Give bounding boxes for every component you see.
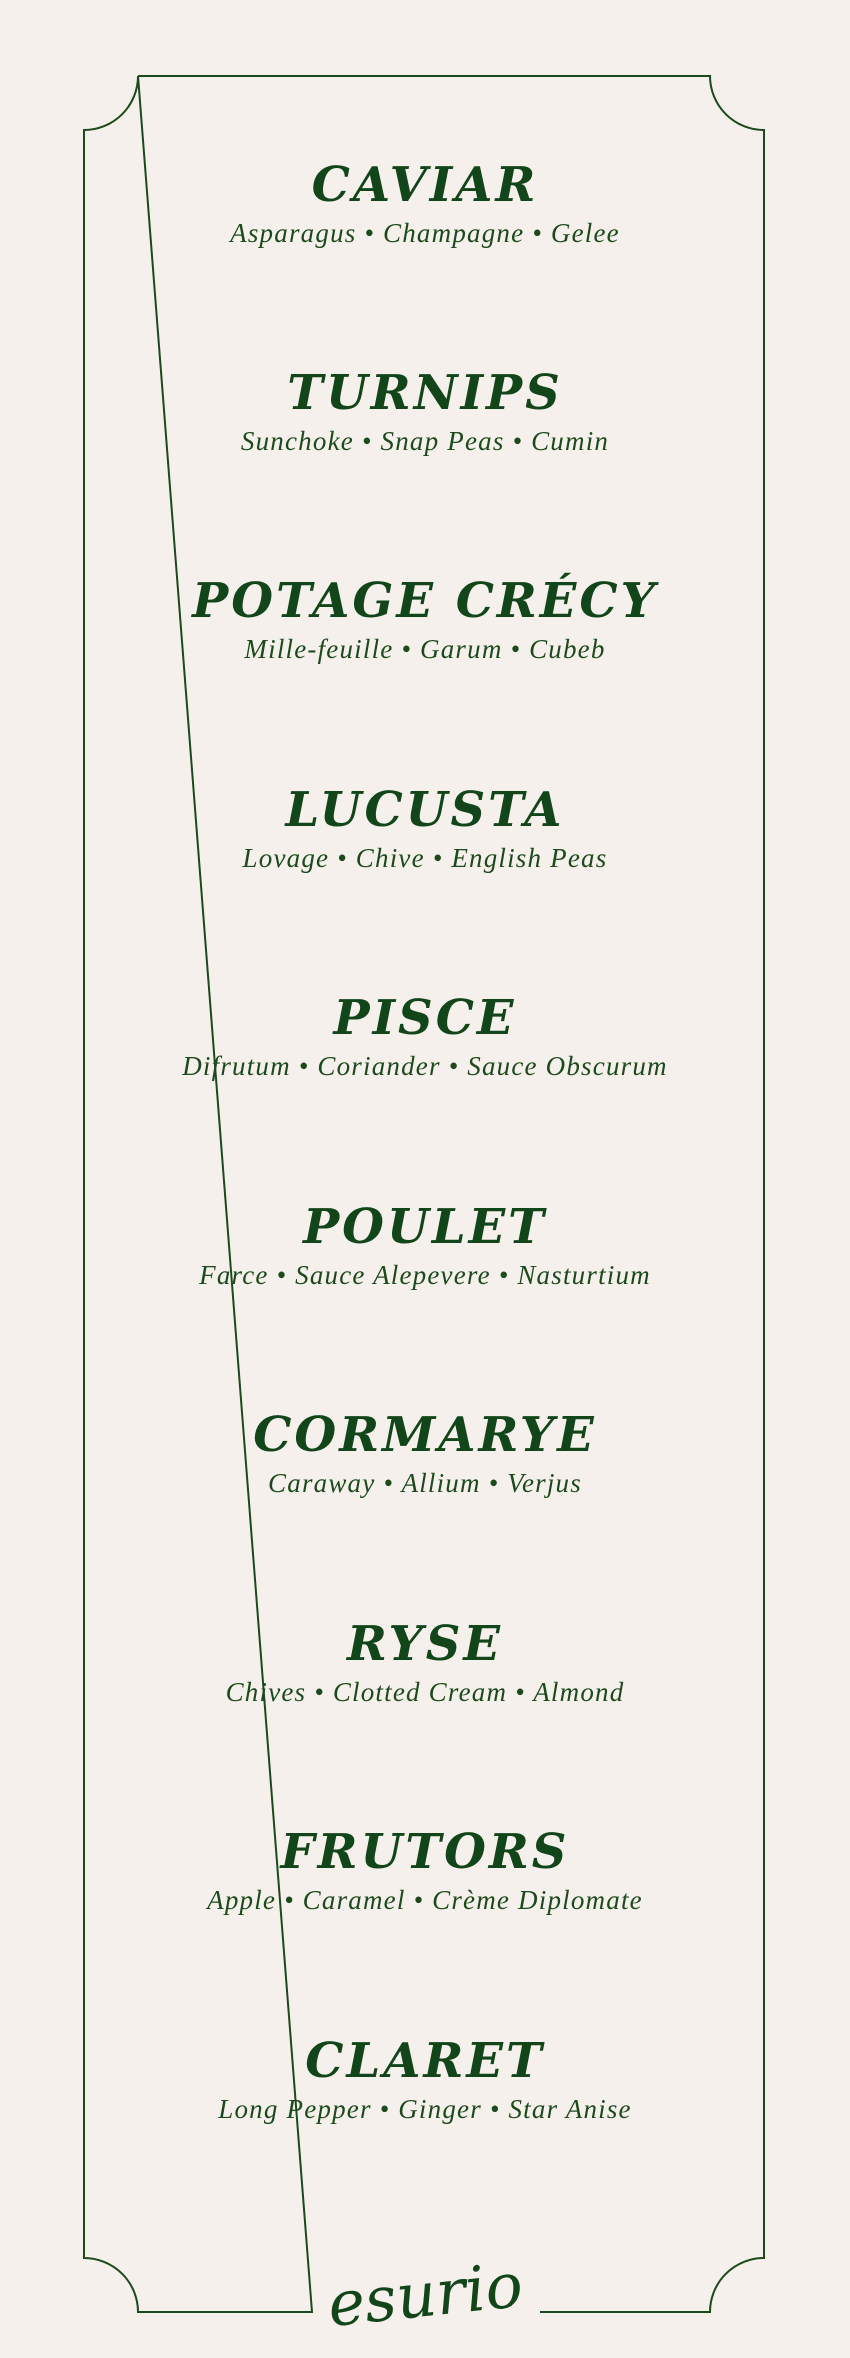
course-title: TURNIPS	[287, 365, 563, 421]
course-title: POTAGE CRÉCY	[192, 573, 658, 629]
course-description: Mille-feuille • Garum • Cubeb	[244, 634, 606, 664]
course-item	[0, 990, 850, 1082]
course-title: FRUTORS	[280, 1824, 570, 1880]
course-title: CAVIAR	[311, 157, 539, 213]
course-description: Asparagus • Champagne • Gelee	[230, 218, 620, 248]
course-description: Long Pepper • Ginger • Star Anise	[218, 2094, 632, 2124]
esurio-logo	[300, 2238, 550, 2348]
course-item	[0, 2033, 850, 2125]
course-description: Caraway • Allium • Verjus	[268, 1468, 582, 1498]
course-description: Sunchoke • Snap Peas • Cumin	[240, 426, 610, 456]
course-description: Lovage • Chive • English Peas	[242, 843, 608, 873]
course-item	[0, 1407, 850, 1499]
logo-text: esurio	[324, 2247, 527, 2341]
course-item	[0, 157, 850, 249]
course-description: Apple • Caramel • Crème Diplomate	[207, 1885, 643, 1915]
course-title: LUCUSTA	[285, 782, 565, 838]
course-title: CLARET	[305, 2033, 545, 2089]
course-item	[0, 573, 850, 665]
course-description: Farce • Sauce Alepevere • Nasturtium	[199, 1260, 651, 1290]
course-description: Difrutum • Coriander • Sauce Obscurum	[182, 1051, 668, 1081]
course-title: PISCE	[333, 990, 517, 1046]
course-item	[0, 365, 850, 457]
course-description: Chives • Clotted Cream • Almond	[225, 1677, 625, 1707]
course-item	[0, 1824, 850, 1916]
course-title: CORMARYE	[253, 1407, 597, 1463]
course-title: RYSE	[347, 1616, 503, 1672]
course-item	[0, 1199, 850, 1291]
course-item	[0, 1616, 850, 1708]
course-item	[0, 782, 850, 874]
course-title: POULET	[303, 1199, 547, 1255]
